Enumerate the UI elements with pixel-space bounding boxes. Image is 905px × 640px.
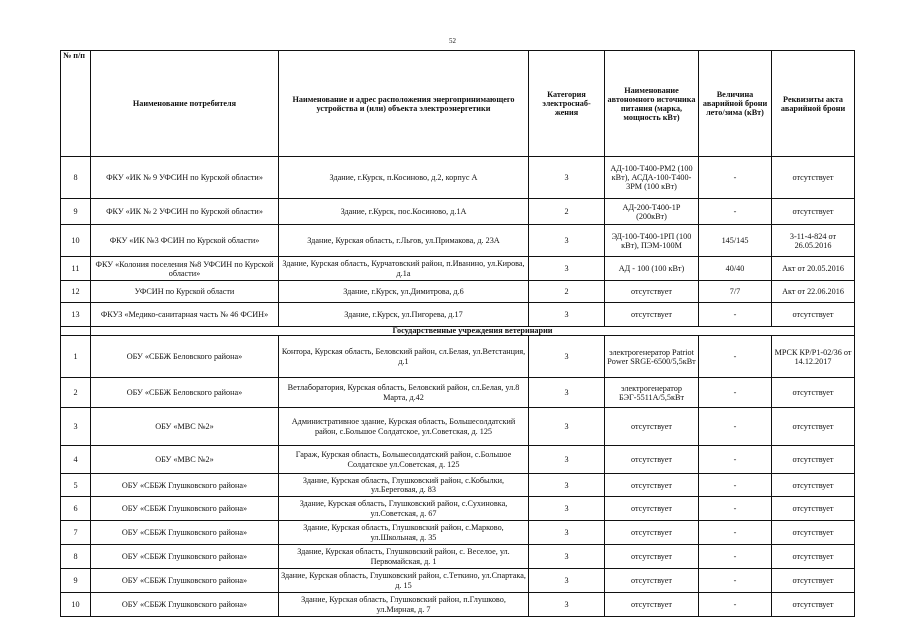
power-source: отсутствует [605,593,699,617]
section-title: Государственные учреждения ветеринарии [91,327,855,336]
object-address: Здание, г.Курск, ул.Димитрова, д.6 [279,281,529,303]
row-number: 7 [61,521,91,545]
supply-category: 3 [529,446,605,474]
object-address: Здание, Курская область, Глушковский район, с.Теткино, ул.Спартака, д. 15 [279,569,529,593]
table-row [61,545,855,569]
consumer-name: ОБУ «СББЖ Глушковского района» [91,474,279,497]
row-number: 9 [61,569,91,593]
page-number: 52 [449,37,456,45]
consumer-name: ФКУ «ИК №3 ФСИН по Курской области» [91,225,279,257]
section-number-blank [61,327,91,336]
supply-category: 3 [529,157,605,199]
table-row [61,446,855,474]
row-number: 11 [61,257,91,281]
object-address: Здание, Курская область, Глушковский район, с.Марково, ул.Школьная, д. 35 [279,521,529,545]
row-number: 4 [61,446,91,474]
reserve-value: - [699,545,772,569]
consumer-name: ОБУ «СББЖ Беловского района» [91,336,279,378]
power-source: отсутствует [605,545,699,569]
act-details: отсутствует [772,408,855,446]
table-row [61,199,855,225]
act-details: Акт от 22.06.2016 [772,281,855,303]
supply-category: 3 [529,336,605,378]
consumer-name: УФСИН по Курской области [91,281,279,303]
act-details: отсутствует [772,497,855,521]
reserve-value: - [699,336,772,378]
supply-category: 3 [529,303,605,327]
supply-category: 3 [529,521,605,545]
table-row [61,521,855,545]
consumer-name: ОБУ «СББЖ Глушковского района» [91,497,279,521]
row-number: 10 [61,593,91,617]
power-source: электрогенератор БЭГ-5511А/5,5кВт [605,378,699,408]
table-row [61,378,855,408]
object-address: Контора, Курская область, Беловский район, сл.Белая, ул.Ветстанция, д.1 [279,336,529,378]
supply-category: 3 [529,257,605,281]
consumer-name: ОБУ «МВС №2» [91,446,279,474]
act-details: отсутствует [772,303,855,327]
reserve-value: 40/40 [699,257,772,281]
act-details: отсутствует [772,446,855,474]
act-details: отсутствует [772,569,855,593]
table-row [61,474,855,497]
supply-category: 2 [529,281,605,303]
act-details: МРСК КР/Р1-02/36 от 14.12.2017 [772,336,855,378]
reserve-value: - [699,521,772,545]
power-source: отсутствует [605,446,699,474]
act-details: отсутствует [772,474,855,497]
header-act-details: Реквизиты акта аварийной брони [772,51,855,157]
reserve-value: - [699,303,772,327]
power-source: АД-200-Т400-1Р (200кВт) [605,199,699,225]
table-row [61,303,855,327]
reserve-value: 145/145 [699,225,772,257]
table-row [61,569,855,593]
header-address: Наименование и адрес расположения энергопринимающего устройства и (или) объекта электроэнергетики [279,51,529,157]
supply-category: 3 [529,378,605,408]
supply-category: 3 [529,408,605,446]
object-address: Здание, Курская область, Глушковский район, с.Кобылки, ул.Береговая, д. 83 [279,474,529,497]
table-row [61,336,855,378]
consumer-name: ОБУ «СББЖ Глушковского района» [91,521,279,545]
table-row [61,157,855,199]
act-details: Акт от 20.05.2016 [772,257,855,281]
supply-category: 3 [529,569,605,593]
power-source: отсутствует [605,474,699,497]
consumer-name: ФКУЗ «Медико-санитарная часть № 46 ФСИН» [91,303,279,327]
act-details: отсутствует [772,199,855,225]
supply-category: 2 [529,199,605,225]
consumer-name: ОБУ «СББЖ Беловского района» [91,378,279,408]
act-details: отсутствует [772,545,855,569]
header-number: № п/п [61,51,91,157]
row-number: 10 [61,225,91,257]
row-number: 12 [61,281,91,303]
table-row [61,225,855,257]
object-address: Ветлаборатория, Курская область, Беловский район, сл.Белая, ул.8 Марта, д.42 [279,378,529,408]
power-source: отсутствует [605,408,699,446]
power-source: отсутствует [605,281,699,303]
object-address: Административное здание, Курская область, Большесолдатский район, с.Большое Солдатское, ул.Советская, д. 125 [279,408,529,446]
energy-reserve-table [60,50,855,617]
object-address: Гараж, Курская область, Большесолдатский район, с.Большое Солдатское ул.Советская, д. 125 [279,446,529,474]
object-address: Здание, Курская область, Глушковский район, с.Сухиновка, ул.Советская, д. 67 [279,497,529,521]
row-number: 9 [61,199,91,225]
row-number: 13 [61,303,91,327]
consumer-name: ФКУ «ИК № 9 УФСИН по Курской области» [91,157,279,199]
supply-category: 3 [529,545,605,569]
object-address: Здание, г.Курск, п.Косиново, д.2, корпус А [279,157,529,199]
row-number: 3 [61,408,91,446]
power-source: АД - 100 (100 кВт) [605,257,699,281]
power-source: электрогенератор Patriot Power SRGE-6500/5,5кВт [605,336,699,378]
section-row [61,327,855,336]
reserve-value: - [699,474,772,497]
header-power-source: Наименование автономного источника питания (марка, мощность кВт) [605,51,699,157]
reserve-value: - [699,569,772,593]
object-address: Здание, г.Курск, пос.Косиново, д.1А [279,199,529,225]
row-number: 8 [61,157,91,199]
row-number: 1 [61,336,91,378]
consumer-name: ОБУ «СББЖ Глушковского района» [91,593,279,617]
reserve-value: - [699,157,772,199]
act-details: отсутствует [772,521,855,545]
consumer-name: ОБУ «СББЖ Глушковского района» [91,569,279,593]
reserve-value: - [699,446,772,474]
object-address: Здание, Курская область, Глушковский район, с. Веселое, ул. Первомайская, д. 1 [279,545,529,569]
row-number: 5 [61,474,91,497]
reserve-value: - [699,408,772,446]
supply-category: 3 [529,225,605,257]
supply-category: 3 [529,593,605,617]
object-address: Здание, Курская область, Глушковский район, п.Глушково, ул.Мирная, д. 7 [279,593,529,617]
reserve-value: - [699,378,772,408]
power-source: отсутствует [605,497,699,521]
reserve-value: - [699,199,772,225]
supply-category: 3 [529,497,605,521]
consumer-name: ОБУ «МВС №2» [91,408,279,446]
act-details: отсутствует [772,593,855,617]
table-header-row [61,51,855,157]
reserve-value: 7/7 [699,281,772,303]
object-address: Здание, Курская область, г.Льгов, ул.Примакова, д. 23А [279,225,529,257]
row-number: 2 [61,378,91,408]
row-number: 6 [61,497,91,521]
table-row [61,281,855,303]
header-consumer: Наименование потребителя [91,51,279,157]
object-address: Здание, г.Курск, ул.Пигорева, д.17 [279,303,529,327]
reserve-value: - [699,593,772,617]
consumer-name: ФКУ «Колония поселения №8 УФСИН по Курской области» [91,257,279,281]
table-row [61,257,855,281]
row-number: 8 [61,545,91,569]
power-source: ЭД-100-Т400-1РП (100 кВт), ПЭМ-100М [605,225,699,257]
act-details: отсутствует [772,157,855,199]
act-details: отсутствует [772,378,855,408]
reserve-value: - [699,497,772,521]
table-row [61,593,855,617]
consumer-name: ОБУ «СББЖ Глушковского района» [91,545,279,569]
power-source: отсутствует [605,303,699,327]
consumer-name: ФКУ «ИК № 2 УФСИН по Курской области» [91,199,279,225]
power-source: отсутствует [605,569,699,593]
table-row [61,497,855,521]
supply-category: 3 [529,474,605,497]
header-category: Категория электроснаб-жения [529,51,605,157]
power-source: АД-100-Т400-РМ2 (100 кВт), АСДА-100-Т400-3РМ (100 кВт) [605,157,699,199]
table-row [61,408,855,446]
power-source: отсутствует [605,521,699,545]
act-details: 3-11-4-824 от 26.05.2016 [772,225,855,257]
object-address: Здание, Курская область, Курчатовский район, п.Иванино, ул.Кирова, д.1а [279,257,529,281]
header-reserve-value: Величина аварийной брони лето/зима (кВт) [699,51,772,157]
